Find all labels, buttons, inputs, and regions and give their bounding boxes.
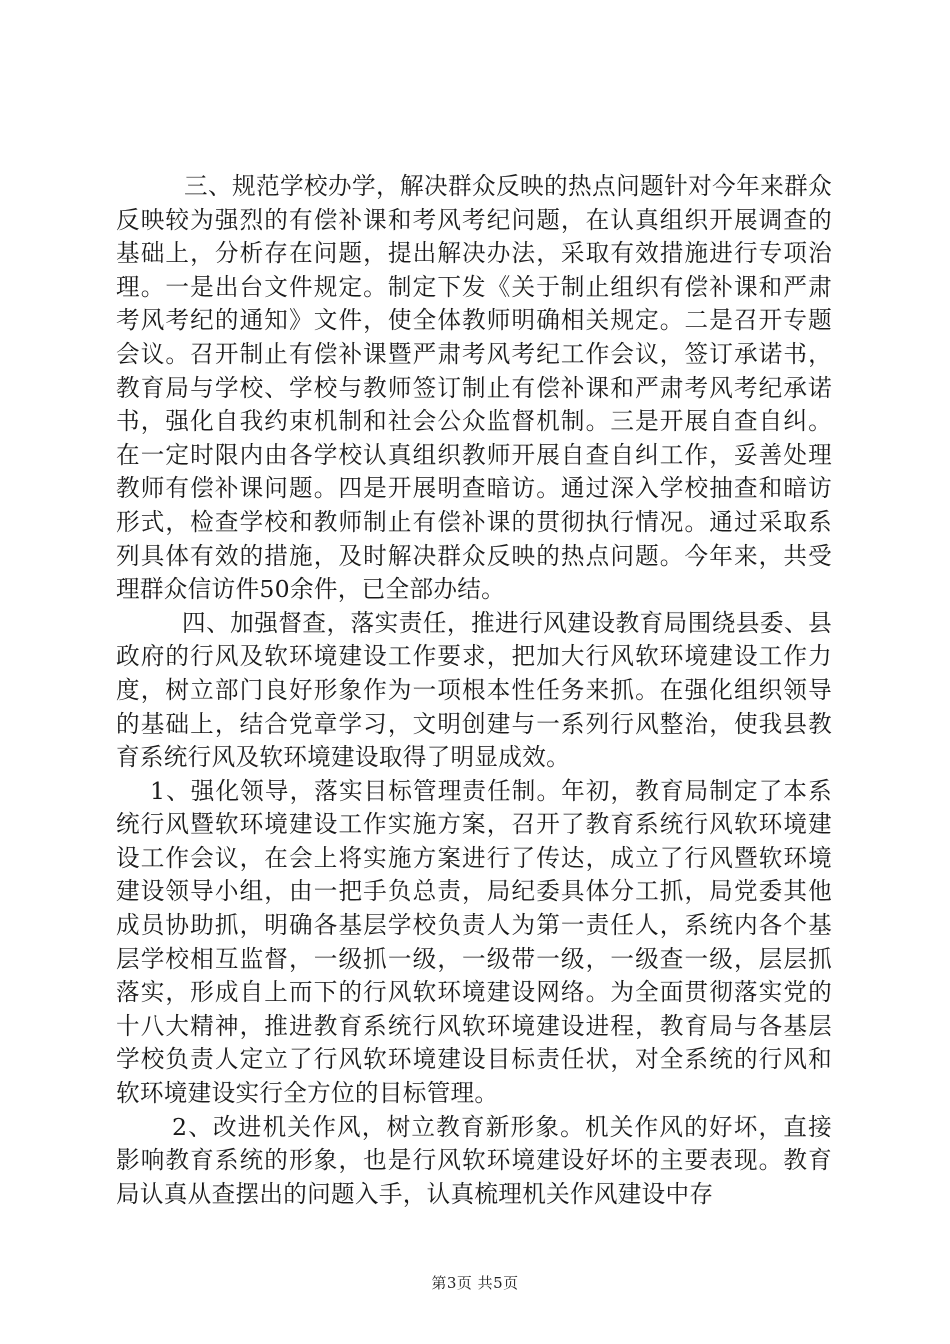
paragraph-section-three: 三、规范学校办学，解决群众反映的热点问题针对今年来群众反映较为强烈的有偿补课和考风考纪问题，在认真组织开展调查的基础上，分析存在问题，提出解决办法，采取有效措施进行专项治理。一是出台文件规定。制定下发《关于制止组织有偿补课和严肃考风考纪的通知》文件，使全体教师明确相关规定。二是召开专题会议。召开制止有偿补课暨严肃考风考纪工作会议，签订承诺书，教育局与学校、学校与教师签订制止有偿补课和严肃考风考纪承诺书，强化自我约束机制和社会公众监督机制。三是开展自查自纠。在一定时限内由各学校认真组织教师开展自查自纠工作，妥善处理教师有偿补课问题。四是开展明查暗访。通过深入学校抽查和暗访形式，检查学校和教师制止有偿补课的贯彻执行情况。通过采取系列具体有效的措施，及时解决群众反映的热点问题。今年来，共受理群众信访件50余件，已全部办结。 — [116, 172, 832, 604]
page-footer — [0, 1273, 950, 1293]
paragraph-item-one: 1、强化领导，落实目标管理责任制。年初，教育局制定了本系统行风暨软环境建设工作实施方案，召开了教育系统行风软环境建设工作会议，在会上将实施方案进行了传达，成立了行风暨软环境建设领导小组，由一把手负总责，局纪委具体分工抓，局党委其他成员协助抓，明确各基层学校负责人为第一责任人，系统内各个基层学校相互监督，一级抓一级，一级带一级，一级查一级，层层抓落实，形成自上而下的行风软环境建设网络。为全面贯彻落实党的十八大精神，推进教育系统行风软环境建设进程，教育局与各基层学校负责人定立了行风软环境建设目标责任状，对全系统的行风和软环境建设实行全方位的目标管理。 — [116, 776, 832, 1108]
paragraph-section-four: 四、加强督查，落实责任，推进行风建设教育局围绕县委、县政府的行风及软环境建设工作要求，把加大行风软环境建设工作力度，树立部门良好形象作为一项根本性任务来抓。在强化组织领导的基础上，结合党章学习，文明创建与一系列行风整治，使我县教育系统行风及软环境建设取得了明显成效。 — [116, 608, 832, 772]
document-body — [116, 170, 832, 1211]
page-number: 第3页 共5页 — [431, 1274, 519, 1292]
paragraph-item-two: 2、改进机关作风，树立教育新形象。机关作风的好坏，直接影响教育系统的形象，也是行风软环境建设好坏的主要表现。教育局认真从查摆出的问题入手，认真梳理机关作风建设中存 — [116, 1112, 832, 1208]
